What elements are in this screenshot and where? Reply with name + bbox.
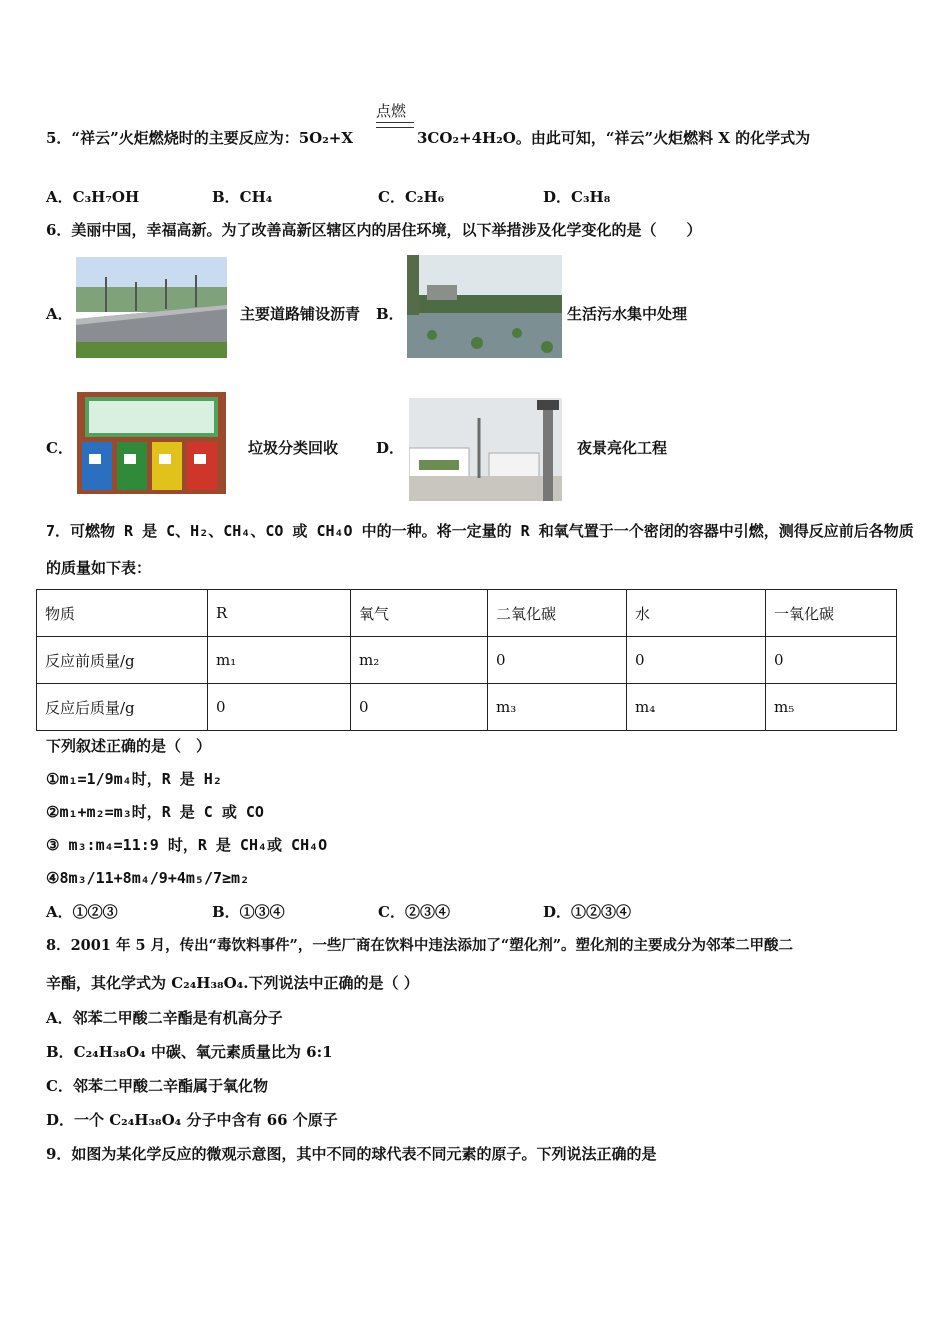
table-cell: m₄ <box>627 684 766 731</box>
q5-stem-right: 3CO₂+4H₂O。由此可知，“祥云”火炬燃料 X 的化学式为 <box>417 129 811 147</box>
q6-option-b-text: 生活污水集中处理 <box>567 305 688 323</box>
q7-statement-4: ④8m₃/11+8m₄/9+4m₅/7≥m₂ <box>46 869 250 887</box>
table-cell: 0 <box>351 684 488 731</box>
table-cell: 反应后质量/g <box>37 684 208 731</box>
q6-option-a-text: 主要道路铺设沥青 <box>240 305 361 323</box>
q5-stem-left: 5．“祥云”火炬燃烧时的主要反应为：5O₂+X <box>46 129 353 147</box>
q5-option-b: B．CH₄ <box>212 188 273 206</box>
table-cell: 0 <box>627 637 766 684</box>
q5-option-a: A．C₃H₇OH <box>46 188 140 206</box>
table-cell: 一氧化碳 <box>766 590 897 637</box>
table-cell: 水 <box>627 590 766 637</box>
table-cell: 氧气 <box>351 590 488 637</box>
table-cell: m₅ <box>766 684 897 731</box>
q7-stem-line1: 7．可燃物 R 是 C、H₂、CH₄、CO 或 CH₄O 中的一种。将一定量的 R 和氧气置于一个密闭的容器中引燃，测得反应前后各物质 <box>46 522 914 540</box>
q5-option-d: D．C₃H₈ <box>543 188 611 206</box>
table-cell: 0 <box>208 684 351 731</box>
q6-stem: 6．美丽中国，幸福高新。为了改善高新区辖区内的居住环境，以下举措涉及化学变化的是（ ） <box>46 221 702 239</box>
q8-option-a: A．邻苯二甲酸二辛酯是有机高分子 <box>46 1009 283 1027</box>
table-cell: R <box>208 590 351 637</box>
q7-option-a: A．①②③ <box>46 903 118 921</box>
table-row <box>37 684 897 731</box>
table-cell: m₁ <box>208 637 351 684</box>
table-cell: 0 <box>766 637 897 684</box>
q8-option-b: B．C₂₄H₃₈O₄ 中碳、氧元素质量比为 6:1 <box>46 1043 333 1061</box>
q8-option-c: C．邻苯二甲酸二辛酯属于氧化物 <box>46 1077 268 1095</box>
q6-option-b-letter: B． <box>376 305 404 323</box>
reaction-condition-label: 点燃 <box>376 102 407 120</box>
q6-option-c-letter: C． <box>46 439 73 457</box>
q8-option-d: D．一个 C₂₄H₃₈O₄ 分子中含有 66 个原子 <box>46 1111 338 1129</box>
q7-statement-1: ①m₁=1/9m₄时，R 是 H₂ <box>46 770 222 788</box>
table-cell: 二氧化碳 <box>488 590 627 637</box>
table-cell: m₃ <box>488 684 627 731</box>
q7-statement-2: ②m₁+m₂=m₃时，R 是 C 或 CO <box>46 803 264 821</box>
q7-prompt: 下列叙述正确的是（ ） <box>46 737 212 755</box>
q6-option-c-text: 垃圾分类回收 <box>248 439 339 457</box>
reaction-equals-sign <box>376 122 414 128</box>
recycling-bins-photo <box>77 392 226 494</box>
q6-option-d-text: 夜景亮化工程 <box>577 439 668 457</box>
q6-option-d-letter: D． <box>376 439 405 457</box>
q9-stem: 9．如图为某化学反应的微观示意图，其中不同的球代表不同元素的原子。下列说法正确的是 <box>46 1145 657 1163</box>
q7-option-c: C．②③④ <box>378 903 450 921</box>
q8-stem-line2: 辛酯，其化学式为 C₂₄H₃₈O₄.下列说法中正确的是（ ） <box>46 974 419 992</box>
sewage-pond-photo <box>407 255 562 358</box>
night-lighting-photo <box>409 398 562 501</box>
mass-table <box>36 589 897 731</box>
q7-option-b: B．①③④ <box>212 903 285 921</box>
q6-option-a-letter: A． <box>46 305 73 323</box>
q7-stem-line2: 的质量如下表： <box>46 559 152 577</box>
q7-statement-3: ③ m₃:m₄=11:9 时，R 是 CH₄或 CH₄O <box>46 836 328 854</box>
q7-option-d: D．①②③④ <box>543 903 632 921</box>
q8-stem-line1: 8．2001 年 5 月，传出“毒饮料事件”，一些厂商在饮料中违法添加了“塑化剂”。塑化剂的主要成分为邻苯二甲酸二 <box>46 937 794 954</box>
table-cell: 反应前质量/g <box>37 637 208 684</box>
table-header-row <box>37 590 897 637</box>
road-photo <box>76 257 227 358</box>
table-cell: m₂ <box>351 637 488 684</box>
table-cell: 0 <box>488 637 627 684</box>
table-cell: 物质 <box>37 590 208 637</box>
table-row <box>37 637 897 684</box>
q5-option-c: C．C₂H₆ <box>378 188 445 206</box>
